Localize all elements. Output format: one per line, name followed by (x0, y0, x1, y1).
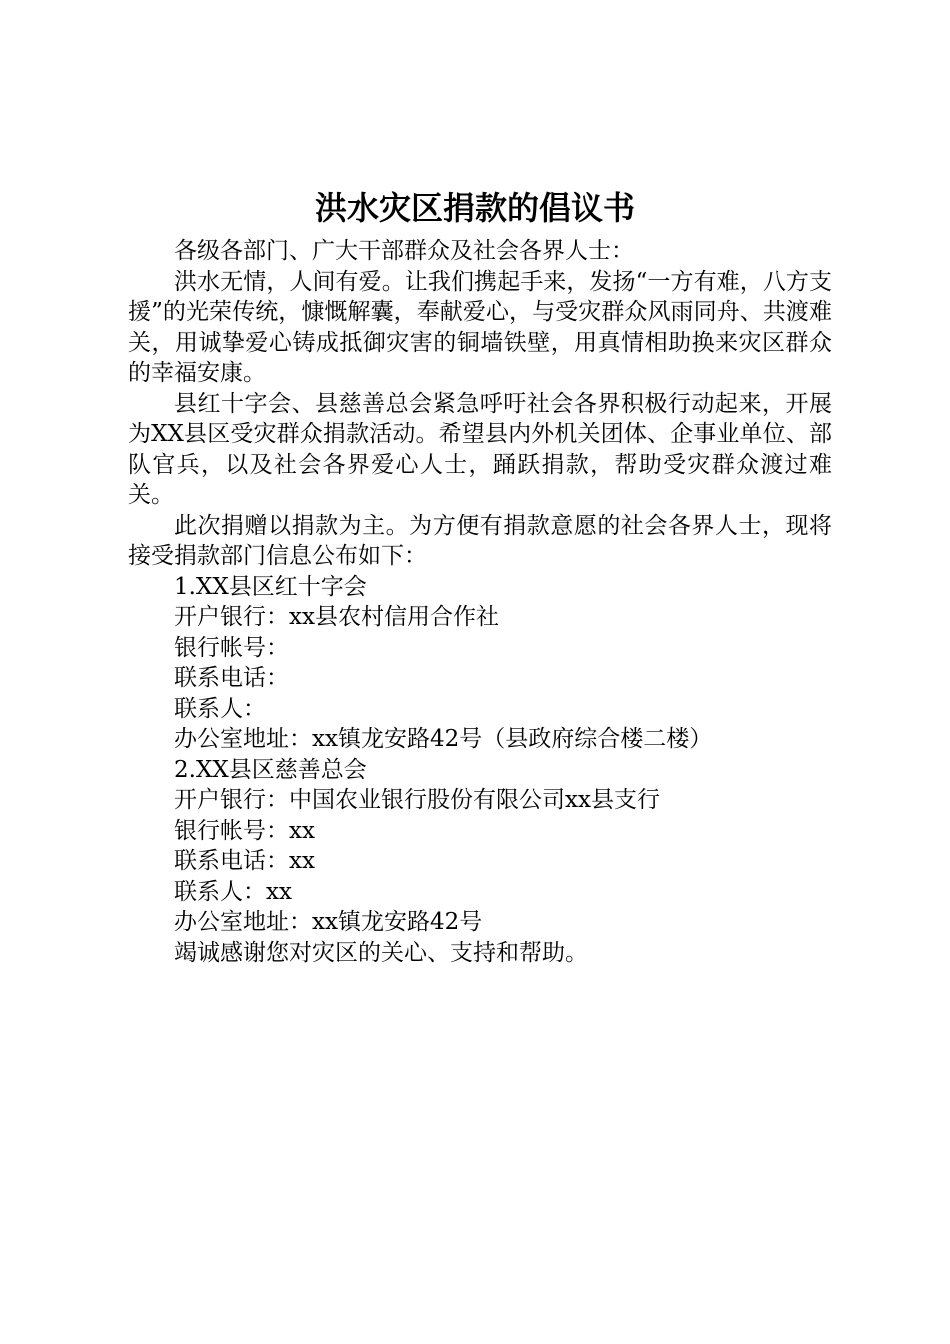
document-body (128, 236, 832, 968)
document-title: 洪水灾区捐款的倡议书 (314, 189, 635, 227)
org2-account: 银行帐号：xx (174, 817, 315, 844)
org1-bank: 开户银行：xx县农村信用合作社 (174, 604, 499, 630)
org2-contact: 联系人：xx (174, 878, 292, 905)
org2-name: 2.XX县区慈善总会 (174, 756, 367, 783)
paragraph-donation-info: 此次捐赠以捐款为主。为方便有捐款意愿的社会各界人士，现将接受捐款部门信息公布如下： (128, 512, 832, 569)
org2-phone: 联系电话：xx (174, 848, 315, 874)
salutation: 各级各部门、广大干部群众及社会各界人士： (174, 238, 634, 264)
org2-bank: 开户银行：中国农业银行股份有限公司xx县支行 (174, 787, 660, 813)
org1-phone: 联系电话： (174, 665, 289, 691)
org2-address: 办公室地址：xx镇龙安路42号 (174, 909, 483, 935)
org1-address: 办公室地址：xx镇龙安路42号（县政府综合楼二楼） (174, 726, 713, 752)
org1-name: 1.XX县区红十字会 (174, 573, 367, 600)
paragraph-organizers: 县红十字会、县慈善总会紧急呼吁社会各界积极行动起来，开展为XX县区受灾群众捐款活动。希望县内外机关团体、企事业单位、部队官兵，以及社会各界爱心人士，踊跃捐款，帮助受灾群众渡过难关。 (128, 390, 832, 508)
org1-account: 银行帐号： (174, 634, 289, 661)
closing-line: 竭诚感谢您对灾区的关心、支持和帮助。 (174, 939, 588, 966)
paragraph-appeal: 洪水无情，人间有爱。让我们携起手来，发扬“一方有难，八方支援”的光荣传统，慷慨解囊，奉献爱心，与受灾群众风雨同舟、共渡难关，用诚挚爱心铸成抵御灾害的铜墙铁壁，用真情相助换来灾区群众的幸福安康。 (128, 268, 832, 386)
org1-contact: 联系人： (174, 695, 266, 722)
